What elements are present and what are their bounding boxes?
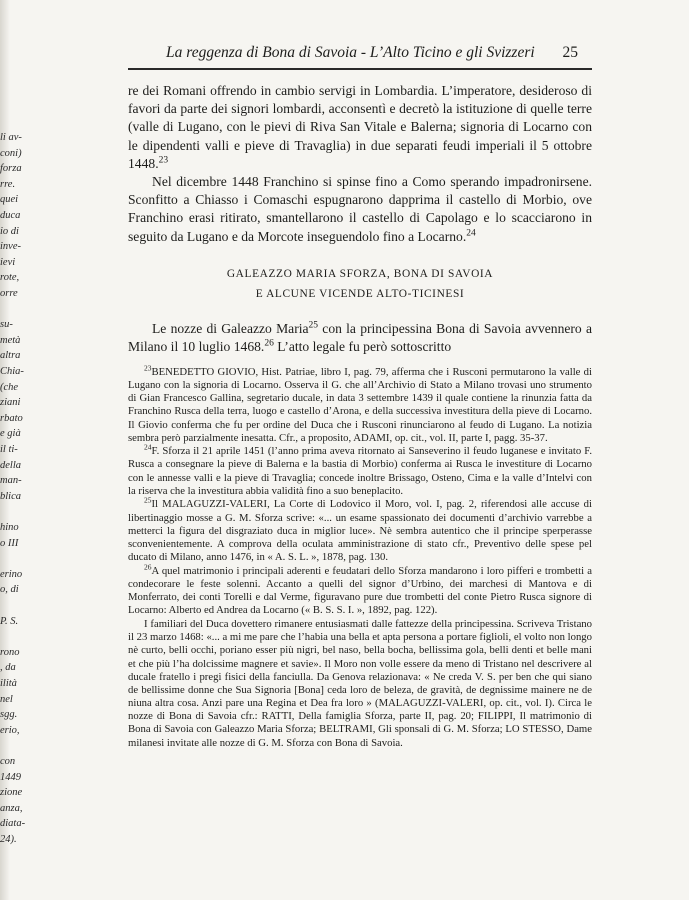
footnote-ref: 23 (158, 155, 169, 166)
margin-fragment: zione (0, 787, 23, 799)
page-number: 25 (562, 44, 578, 61)
margin-fragment: il ti- (0, 444, 18, 455)
margin-fragment: o III (0, 537, 19, 549)
margin-fragment: metà (0, 334, 21, 346)
margin-fragment: forza (0, 163, 22, 175)
footnote-ref: 25 (308, 320, 319, 331)
margin-fragment: con (0, 756, 16, 767)
margin-fragment: o, di (0, 584, 19, 596)
margin-fragment: P. S. (0, 615, 19, 627)
margin-fragment: blica (0, 490, 21, 502)
running-header (166, 44, 578, 66)
footnote: I familiari del Duca dovettero rimanere entusiasmati dalle fattezze della principessina. Scriveva Tristano il 23 marzo 1468: «... a mi me pare che l’habia una bella et apta persona a portare figlioli, el volto non longo nè curto, belli occhi, poriano esser più nigri, bel naso, bella bocha, bellissima gola, belli denti et belle mani et che più l’ha dolcissime magnere et savie». Il Moro non volle essere da meno di Tristano nel descrivere al ducale fratello i pregi fisici della fanciulla. Da Genova relazionava: « Ne creda V. S. per ben che qui siano de bellissime donne che Sua Signoria [Bona] ceda loro de beleza, de gravità, de degnissime mainere ne de niuna altra cosa. Anzi pare una Regina et Dea fra loro » (MALAGUZZI-VALERI, op. cit., vol. I). Circa le nozze di Bona di Savoia cfr.: RATTI, Della famiglia Sforza, parte II, pag. 20; FILIPPI, Il matrimonio di Bona di Savoia con Galeazzo Maria Sforza; BELTRAMI, Gli sponsali di G. M. Sforza; LO STESSO, Dame milanesi invitate alle nozze di G. M. Sforza con Bona di Savoia. (128, 618, 592, 749)
opening-paragraph: Le nozze di Galeazzo Maria$^{25}$ con la principessina Bona di Savoia avvennero a Milano il 10 luglio 1468.26 L’atto legale fu però sottoscritto (128, 320, 592, 355)
margin-fragment: orre (0, 288, 18, 299)
margin-fragment: altra (0, 350, 21, 362)
margin-fragment: rono (0, 646, 20, 658)
margin-fragment: anza, (0, 802, 23, 814)
margin-fragment: quei (0, 194, 19, 206)
margin-fragment: nel (0, 693, 13, 705)
footnote: $^{23}$BENEDETTO GIOVIO, Hist. Patriae, libro I, pag. 79, afferma che i Rusconi permutarono la valle di Lugano con la signoria di Locarno. Osserva il G. che all’Archivio di Stato a Milano trovasi uno strumento di Gian Francesco Gallina, segretario ducale, in data 3 settembre 1439 il quale contiene la rinunzia fatta da Franchino Rusca della terra, luogo e castello d’Arona, e della successiva investitura della pieve di Locarno. Il Giovio conferma che fu per ordine del Duca che i Rusconi rinunciarono al feudo di Lugano. La notizia sembra però parzialmente inesatta. Cfr., a proposito, ADAMI, op. cit., vol. II, parte I, pagg. 35-37. (128, 363, 592, 444)
footnote: $^{24}$F. Sforza il 21 aprile 1451 (l’anno prima aveva ritornato ai Sanseverino il feudo luganese e invitato F. Rusca a consegnare la pieve di Balerna e la bastia di Morbio) conferma ai Rusca le investiture di Locarno con le annesse valli e la pieve di Travaglia; concede inoltre Brissago, Osteno, Cima e la valle d’Intelvi con la riserva che la investitura abbia validità fino a suo beneplacito. (128, 442, 592, 497)
margin-fragment: 1449 (0, 771, 21, 783)
margin-fragment: Chia- (0, 366, 24, 377)
section-heading-line-1: GALEAZZO MARIA SFORZA, BONA DI SAVOIA (226, 268, 494, 280)
margin-fragment: rbato (0, 412, 23, 424)
margin-fragment: ievi (0, 256, 16, 268)
margin-fragment: rote, (0, 272, 20, 284)
paragraph: Nel dicembre 1448 Franchino si spinse fino a Como sperando impadronirsene. Sconfitto a Chiasso i Comaschi espugnarono dapprima il castello di Morbio, ove Franchino erasi ritirato, smantellarono il castello di Capolago e lo scacciarono in seguito da Lugano e da Morcote inseguendolo fino a Locarno.$^{24}$ (128, 174, 592, 244)
margin-fragment: inve- (0, 241, 21, 253)
facing-page-bleed (0, 130, 46, 850)
margin-fragment: man- (0, 475, 22, 487)
margin-fragment: hino (0, 522, 19, 533)
margin-fragment: erino (0, 568, 23, 580)
margin-fragment: rre. (0, 178, 16, 190)
body-text (128, 82, 592, 246)
section-heading-line-2: E ALCUNE VICENDE ALTO-TICINESI (255, 288, 465, 300)
margin-fragment: ziani (0, 397, 21, 409)
margin-fragment: erio, (0, 724, 20, 736)
margin-fragment: coni) (0, 147, 22, 159)
margin-fragment: io di (0, 225, 19, 237)
margin-fragment: e già (0, 428, 21, 440)
margin-fragment: , da (0, 662, 16, 674)
footnote: $^{26}$A quel matrimonio i principali aderenti e feudatari dello Sforza mandarono i loro pifferi e trombetti a condecorare le feste solenni. Accanto a quelli del signor d’Urbino, dei marchesi di Mantova e di Monferrato, dei conti Torelli e dal Verme, figuravano pure due trombetti del conte Pietro Rusca signore di Locarno: Alberto ed Andrea da Locarno (« B. S. S. I. », 1892, pag. 122). (128, 561, 592, 616)
footnote: $^{25}$Il MALAGUZZI-VALERI, La Corte di Lodovico il Moro, vol. I, pag. 2, riferendosi alle accuse di libertinaggio mosse a G. M. Sforza scrive: «... un esame spassionato dei documenti d’archivio varrebbe a metterci la figura del disgraziato duca in miglior luce». Nè sembra autentico che il principe sperperasse sconvenientemente. A comprova della oculata amministrazione di stato cfr., Preventivo delle spese pel ducato di Milano, anno 1476, in « A. S. L. », 1878, pag. 130. (128, 495, 592, 563)
running-title: La reggenza di Bona di Savoia - L’Alto Ticino e gli Svizzeri (166, 44, 535, 61)
margin-fragment: della (0, 459, 21, 471)
margin-fragment: 24). (0, 834, 17, 845)
margin-fragment: (che (0, 381, 19, 393)
paragraph: re dei Romani offrendo in cambio servigi in Lombardia. L’imperatore, desideroso di favori da parte dei signori lombardi, acconsentì e decretò la istituzione di quelle terre (valle di Lugano, con le pievi di Riva San Vitale e Balerna; signoria di Locarno con le dipendenti valli e pieve di Travaglia) in due separati feudi imperiali il 5 ottobre 1448.23 (128, 83, 592, 171)
footnote-ref: 24 (466, 228, 476, 239)
margin-fragment: ilità (0, 678, 17, 689)
footnotes (128, 363, 592, 750)
margin-fragment: duca (0, 210, 21, 221)
header-rule (128, 68, 592, 70)
footnote-ref: 26 (264, 338, 274, 349)
margin-fragment: li av- (0, 132, 22, 143)
margin-fragment: su- (0, 319, 13, 331)
margin-fragment: diata- (0, 818, 26, 830)
margin-fragment: sgg. (0, 709, 18, 721)
